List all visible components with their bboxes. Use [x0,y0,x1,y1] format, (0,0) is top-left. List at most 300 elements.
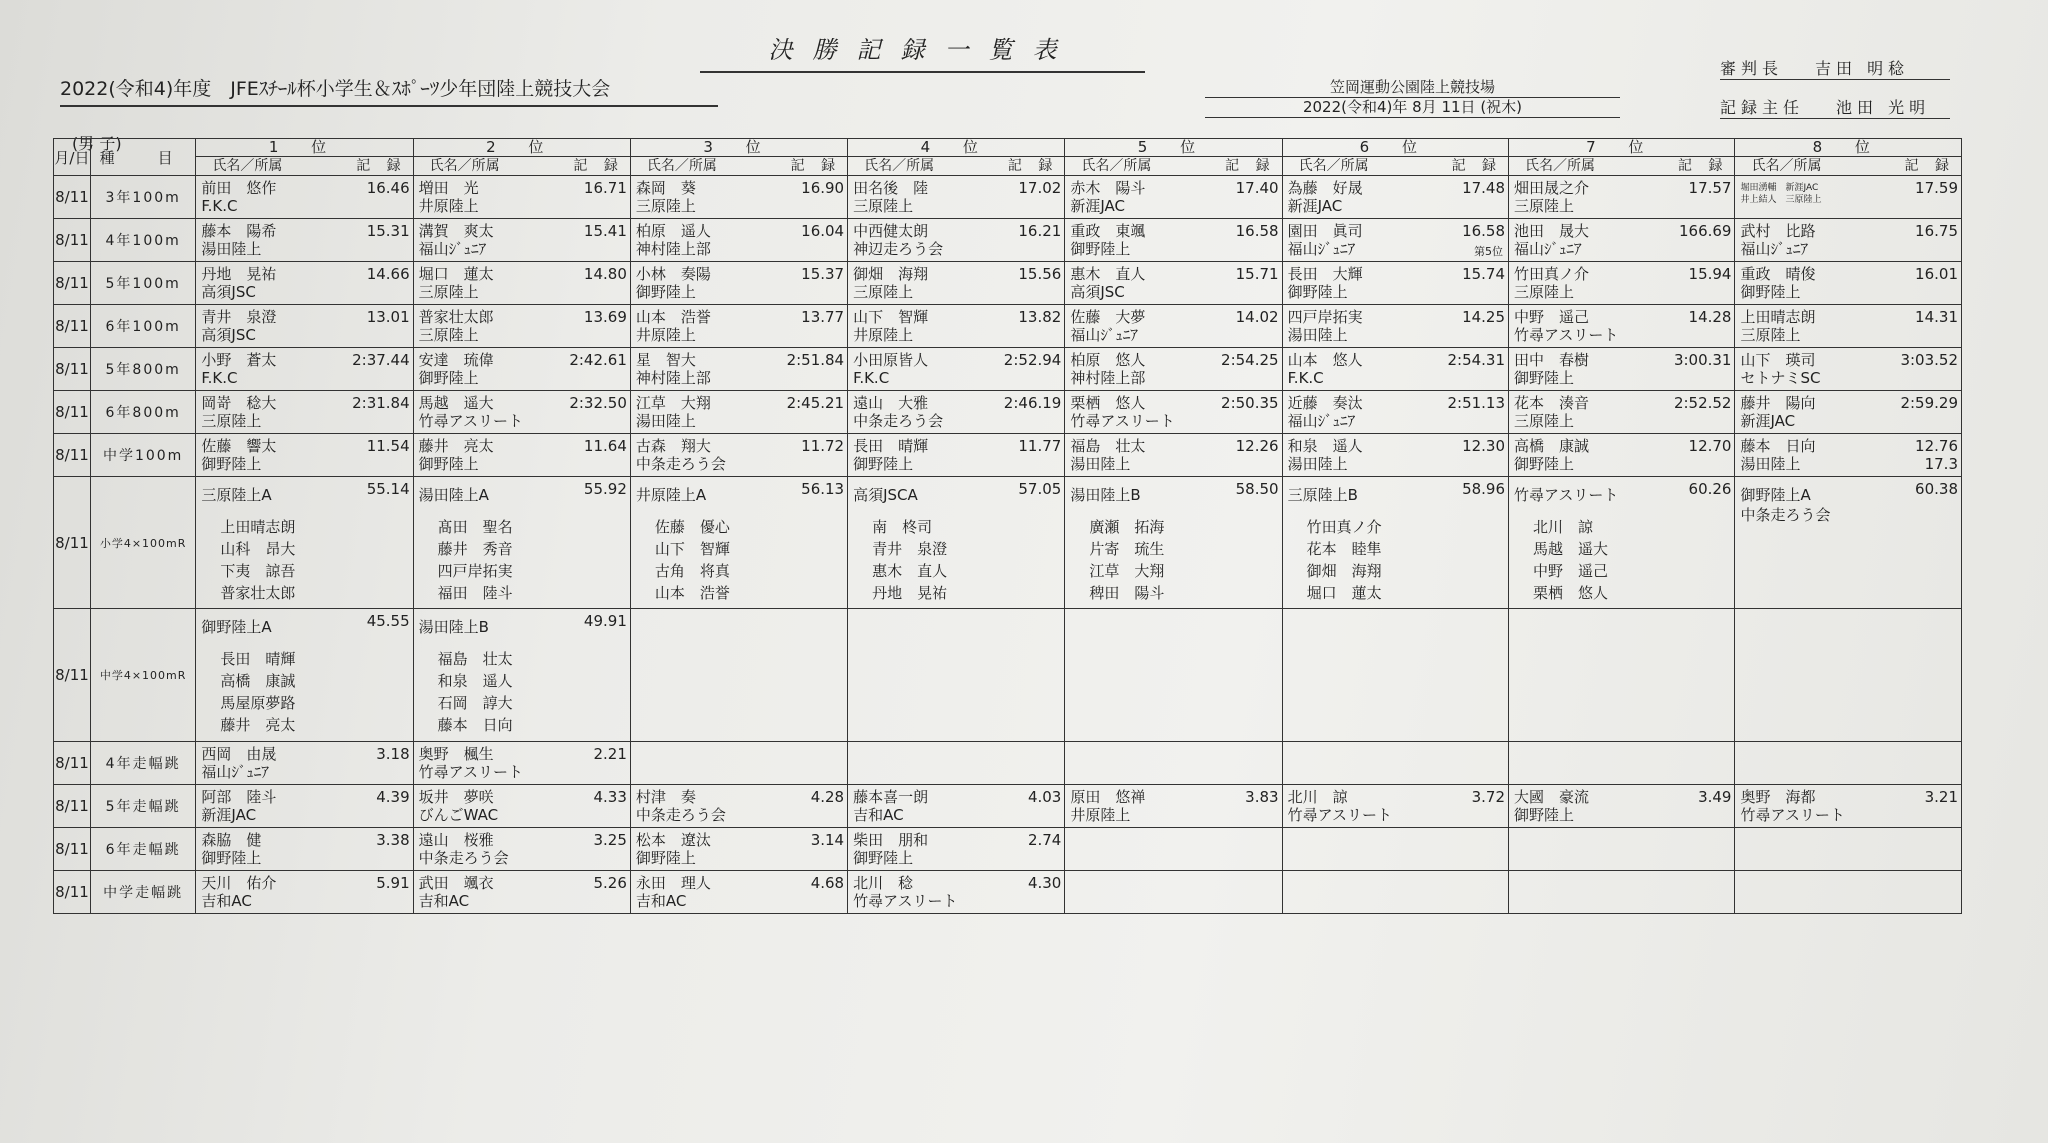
result-record: 16.58 [1462,222,1506,240]
athlete-club: 神村陸上部 [635,369,711,387]
result-record: 166.69 [1678,222,1732,240]
relay-member: 普家壮太郎 [220,584,296,602]
athlete-club: 御野陸上 [635,283,696,301]
result-cell [1065,785,1282,828]
athlete-club: F.K.C [201,197,238,215]
record-header: 記 録 [573,158,624,174]
referee-name: 吉田 明稔 [1815,59,1910,78]
result-cell [413,176,630,219]
relay-member: 福田 陸斗 [437,584,513,602]
tie-name-2: 井上結人 三原陸上 [1740,195,1822,205]
date-header [54,139,91,176]
result-record: 3.14 [810,831,845,849]
result-cell [1509,219,1735,262]
athlete-club: びんごWAC [418,806,499,824]
result-cell [1065,742,1282,785]
relay-team: 湯田陸上A [418,486,489,504]
athlete-name: 江草 大翔 [635,394,711,412]
athlete-club: 新涯JAC [1287,197,1343,215]
subheader-1 [196,157,413,176]
athlete-name: 丹地 晃祐 [201,265,277,283]
athlete-club: セトナミSC [1740,369,1821,387]
result-cell [630,219,847,262]
result-cell [1735,348,1962,391]
athlete-name: 為藤 好晟 [1287,179,1363,197]
result-cell [1735,871,1962,914]
athlete-club: 三原陸上 [635,197,696,215]
result-record: 3.25 [593,831,627,849]
athlete-club: 新涯JAC [1070,197,1125,215]
result-note: 第5位 [1474,245,1504,258]
athlete-club: 神村陸上部 [1070,369,1146,387]
event-name: 小学4×100mR [90,477,196,609]
athlete-club: 御野陸上 [853,849,914,867]
result-cell [1735,434,1962,477]
result-cell [848,262,1065,305]
athlete-club: 三原陸上 [853,197,914,215]
relay-member: 福島 壮太 [437,650,513,668]
subheader-7 [1509,157,1735,176]
result-cell [413,219,630,262]
relay-member: 馬越 遥大 [1533,540,1609,558]
athlete-club: 竹尋アスリート [418,763,524,781]
result-record: 11.72 [801,437,845,455]
relay-member: 南 柊司 [872,518,933,536]
relay-member: 藤本 日向 [437,716,513,734]
athlete-club: 三原陸上 [418,283,479,301]
result-cell [630,785,847,828]
result-cell [848,742,1065,785]
result-record: 5.26 [593,874,627,892]
athlete-club: 御野陸上 [1514,455,1575,473]
athlete-name: 御畑 海翔 [853,265,929,283]
result-cell [1735,219,1962,262]
athlete-name: 武村 比路 [1740,222,1816,240]
result-cell [413,828,630,871]
result-cell [848,434,1065,477]
relay-cell [1509,609,1735,742]
result-record: 3:00.31 [1673,351,1732,369]
athlete-name: 竹田真ノ介 [1514,265,1590,283]
result-cell [196,176,413,219]
result-record: 16.01 [1915,265,1958,283]
athlete-club: 竹尋アスリート [1740,806,1845,824]
athlete-name: 奥野 楓生 [418,745,494,763]
athlete-club: 福山ｼﾞｭﾆｱ [1070,326,1138,344]
record-header: 記 録 [1678,158,1729,174]
athlete-club: 吉和AC [635,892,687,910]
relay-members [1089,517,1164,605]
result-cell [848,305,1065,348]
result-record: 16.58 [1235,222,1279,240]
recorder-name: 池田 光明 [1836,98,1931,117]
relay-team-2: 中条走ろう会 [1740,506,1831,524]
result-record: 15.31 [366,222,410,240]
athlete-name: 村津 奏 [635,788,696,806]
event-name: 中学4×100mR [90,609,196,742]
subheader-4 [848,157,1065,176]
relay-member: 栗栖 悠人 [1533,584,1609,602]
gender-label: (男 子) [72,134,122,153]
result-cell [1282,828,1508,871]
name-affil-header: 氏名／所属 [1751,158,1822,174]
result-cell [413,871,630,914]
relay-members [655,517,730,605]
result-record: 2:45.21 [786,394,845,412]
relay-cell [1735,609,1962,742]
athlete-name: 森脇 健 [201,831,262,849]
event-name: 3年100m [90,176,196,219]
result-cell [413,434,630,477]
relay-record: 58.50 [1235,480,1279,498]
result-cell [1735,262,1962,305]
table-row [54,871,1962,914]
record-header: 記 録 [790,158,842,174]
athlete-name: 溝賀 爽太 [418,222,494,240]
athlete-club: 御野陸上 [1740,283,1801,301]
name-affil-header: 氏名／所属 [1525,158,1596,174]
result-cell [1065,176,1282,219]
result-cell [1282,391,1508,434]
result-cell [1065,262,1282,305]
result-record: 3.21 [1924,788,1958,806]
result-record: 2:52.94 [1003,351,1062,369]
result-cell [1509,391,1735,434]
relay-members [220,517,295,605]
record-header: 記 録 [1904,158,1955,174]
result-cell [1735,785,1962,828]
event-name: 4年走幅跳 [90,742,196,785]
result-cell [630,871,847,914]
athlete-club: 御野陸上 [853,455,914,473]
result-cell [196,219,413,262]
athlete-club: 吉和AC [418,892,470,910]
result-cell [848,219,1065,262]
result-record: 14.80 [583,265,627,283]
recorder-label: 記録主任 [1720,98,1805,117]
result-cell [1509,785,1735,828]
athlete-name: 和泉 遥人 [1287,437,1363,455]
athlete-name: 星 智大 [635,351,696,369]
relay-member: 稗田 陽斗 [1089,584,1165,602]
relay-member: 藤井 亮太 [220,716,296,734]
rank-header-8: 8 位 [1735,139,1962,157]
result-record: 2:59.29 [1900,394,1958,412]
table-row [54,785,1962,828]
relay-cell [630,477,847,609]
relay-member: 片寄 琉生 [1089,540,1165,558]
result-cell [196,305,413,348]
athlete-name: 福島 壮太 [1070,437,1146,455]
rank-header-2: 2 位 [413,139,630,157]
result-cell [413,742,630,785]
athlete-name: 山本 浩誉 [635,308,711,326]
result-record: 17.59 [1915,179,1958,197]
result-cell [1282,871,1508,914]
athlete-name: 花本 湊音 [1514,394,1590,412]
athlete-name: 武田 颯衣 [418,874,494,892]
athlete-name: 天川 佑介 [201,874,277,892]
athlete-club: 吉和AC [853,806,904,824]
athlete-club: 湯田陸上 [201,240,262,258]
event-date: 8/11 [54,871,91,914]
relay-cell [1509,477,1735,609]
recorder [1720,95,1950,119]
subheader-3 [630,157,847,176]
athlete-club: 新涯JAC [1740,412,1796,430]
result-record: 2:46.19 [1003,394,1062,412]
athlete-club: 竹尋アスリート [853,892,958,910]
athlete-name: 永田 理人 [635,874,711,892]
record-header: 記 録 [1225,158,1276,174]
athlete-name: 田名後 陸 [853,179,929,197]
athlete-name: 増田 光 [418,179,479,197]
relay-members [1533,517,1608,605]
event-name: 6年走幅跳 [90,828,196,871]
relay-member: 石岡 諄大 [437,694,513,712]
relay-member: 江草 大翔 [1089,562,1165,580]
result-record-extra: 17.3 [1924,455,1958,473]
event-name: 5年100m [90,262,196,305]
athlete-name: 森岡 葵 [635,179,696,197]
event-date: 8/11 [54,262,91,305]
result-cell [1509,434,1735,477]
relay-member: 中野 遥己 [1533,562,1609,580]
relay-member: 堀口 蓮太 [1306,584,1382,602]
result-record: 15.37 [801,265,845,283]
rank-header-5: 5 位 [1065,139,1282,157]
result-record: 15.94 [1688,265,1732,283]
result-record: 14.66 [366,265,410,283]
result-record: 15.56 [1018,265,1062,283]
result-record: 16.21 [1018,222,1062,240]
athlete-club: 三原陸上 [1514,197,1575,215]
relay-member: 下夷 諒吾 [220,562,296,580]
athlete-name: 岡嵜 稔大 [201,394,277,412]
relay-cell [1735,477,1962,609]
athlete-club: 中条走ろう会 [635,455,726,473]
athlete-name: 松本 遼汰 [635,831,711,849]
relay-cell [630,609,847,742]
relay-member: 四戸岸拓実 [437,562,513,580]
athlete-club: 湯田陸上 [1740,455,1801,473]
result-record: 2:52.52 [1673,394,1732,412]
result-cell [848,828,1065,871]
result-cell [630,348,847,391]
result-record: 2.74 [1027,831,1062,849]
result-record: 5.91 [376,874,410,892]
athlete-club: 高須JSC [1070,283,1125,301]
athlete-name: 奥野 海都 [1740,788,1816,806]
result-record: 12.76 [1915,437,1958,455]
tie-name-1: 堀田湧輔 新涯JAC [1740,183,1819,193]
result-record: 17.40 [1235,179,1279,197]
athlete-name: 藤本 日向 [1740,437,1816,455]
athlete-club: 竹尋アスリート [1514,326,1619,344]
name-affil-header: 氏名／所属 [1298,158,1369,174]
athlete-name: 遠山 桜雅 [418,831,494,849]
result-record: 15.74 [1462,265,1506,283]
result-record: 4.28 [810,788,845,806]
athlete-name: 青井 泉澄 [201,308,277,326]
table-row [54,742,1962,785]
result-cell [413,348,630,391]
relay-team: 三原陸上B [1287,486,1358,504]
athlete-name: 柏原 悠人 [1070,351,1146,369]
athlete-name: 田中 春樹 [1514,351,1590,369]
result-record: 13.69 [583,308,627,326]
athlete-name: 栗栖 悠人 [1070,394,1146,412]
athlete-club: 御野陸上 [418,455,479,473]
result-record: 12.30 [1462,437,1506,455]
subheader-8 [1735,157,1962,176]
relay-member: 惠木 直人 [872,562,948,580]
name-affil-header: 氏名／所属 [646,158,717,174]
athlete-name: 中野 遥己 [1514,308,1590,326]
athlete-club: F.K.C [853,369,890,387]
result-cell [413,262,630,305]
table-row [54,434,1962,477]
result-cell [1065,348,1282,391]
athlete-name: 柏原 遥人 [635,222,711,240]
athlete-club: 竹尋アスリート [1070,412,1175,430]
event-date: 8/11 [54,609,91,742]
athlete-name: 佐藤 大夢 [1070,308,1146,326]
relay-cell [848,477,1065,609]
athlete-name: 安達 琉偉 [418,351,494,369]
athlete-name: 小林 奏陽 [635,265,711,283]
event-date: 8/11 [54,391,91,434]
event-name: 5年800m [90,348,196,391]
athlete-club: 中条走ろう会 [635,806,726,824]
result-cell [1509,348,1735,391]
result-cell [1282,219,1508,262]
event-name: 5年走幅跳 [90,785,196,828]
relay-member: 馬屋原夢路 [220,694,296,712]
result-cell [1065,871,1282,914]
relay-members [438,649,513,737]
result-cell [1282,176,1508,219]
rank-header-7: 7 位 [1509,139,1735,157]
athlete-name: 遠山 大雅 [853,394,929,412]
relay-team: 竹尋アスリート [1514,486,1619,504]
result-cell [1509,828,1735,871]
result-record: 16.71 [583,179,627,197]
result-cell [1282,742,1508,785]
result-cell [1065,434,1282,477]
athlete-name: 山下 智輝 [853,308,929,326]
event-date: 8/11 [54,785,91,828]
athlete-name: 藤井 陽向 [1740,394,1816,412]
result-cell [630,828,847,871]
athlete-name: 高橋 康誠 [1514,437,1590,455]
relay-members [220,649,295,737]
result-cell [630,176,847,219]
athlete-club: 竹尋アスリート [418,412,524,430]
event-date: 8/11 [54,348,91,391]
header-row-sub [54,157,1962,176]
athlete-name: 藤本喜一朗 [853,788,929,806]
result-record: 14.31 [1915,308,1958,326]
result-cell [848,785,1065,828]
athlete-name: 畑田晟之介 [1514,179,1590,197]
name-affil-header: 氏名／所属 [1081,158,1152,174]
result-cell [1735,391,1962,434]
result-record: 2:51.84 [786,351,845,369]
event-date: 8/11 [54,176,91,219]
result-record: 3.83 [1245,788,1279,806]
result-record: 15.71 [1235,265,1279,283]
athlete-club: 井原陸上 [853,326,914,344]
relay-record: 58.96 [1462,480,1506,498]
athlete-club: 福山ｼﾞｭﾆｱ [1514,240,1582,258]
athlete-club: 中条走ろう会 [418,849,509,867]
result-cell [1509,176,1735,219]
relay-cell [413,477,630,609]
athlete-name: 四戸岸拓実 [1287,308,1363,326]
result-cell [1735,305,1962,348]
result-cell [1282,262,1508,305]
athlete-name: 佐藤 響太 [201,437,277,455]
result-record: 2:37.44 [352,351,410,369]
relay-row [54,477,1962,609]
record-header: 記 録 [1451,158,1503,174]
athlete-name: 長田 晴輝 [853,437,929,455]
result-record: 2:51.13 [1447,394,1506,412]
relay-row [54,609,1962,742]
result-cell [630,742,847,785]
athlete-name: 長田 大輝 [1287,265,1363,283]
referee [1720,56,1950,80]
event-date: 8/11 [54,219,91,262]
result-cell [848,176,1065,219]
athlete-name: 北川 諒 [1287,788,1348,806]
relay-cell [848,609,1065,742]
athlete-name: 原田 悠禅 [1070,788,1146,806]
athlete-club: 湯田陸上 [635,412,696,430]
athlete-name: 馬越 遥大 [418,394,494,412]
result-record: 15.41 [583,222,627,240]
athlete-club: 中条走ろう会 [853,412,944,430]
date-header-label: 月/日 [54,148,90,167]
result-record: 17.57 [1688,179,1732,197]
relay-record: 56.13 [801,480,845,498]
result-record: 12.26 [1235,437,1279,455]
result-cell [413,391,630,434]
athlete-club: 御野陸上 [1514,369,1575,387]
relay-member: 山科 昂大 [220,540,296,558]
result-record: 4.03 [1027,788,1062,806]
result-record: 12.70 [1688,437,1732,455]
athlete-club: 福山ｼﾞｭﾆｱ [1287,240,1356,258]
table-row [54,391,1962,434]
rank-header-3: 3 位 [630,139,847,157]
athlete-club: 湯田陸上 [1070,455,1131,473]
record-header: 記 録 [1007,158,1059,174]
relay-record: 60.38 [1915,480,1958,498]
result-cell [196,871,413,914]
result-record: 14.25 [1462,308,1506,326]
athlete-name: 重政 晴俊 [1740,265,1816,283]
result-record: 16.90 [801,179,845,197]
result-record: 14.28 [1688,308,1732,326]
result-record: 16.75 [1915,222,1958,240]
relay-member: 高橋 康誠 [220,672,296,690]
event-name: 4年100m [90,219,196,262]
relay-team: 高須JSCA [853,486,918,504]
athlete-club: 三原陸上 [201,412,262,430]
result-cell [1735,828,1962,871]
